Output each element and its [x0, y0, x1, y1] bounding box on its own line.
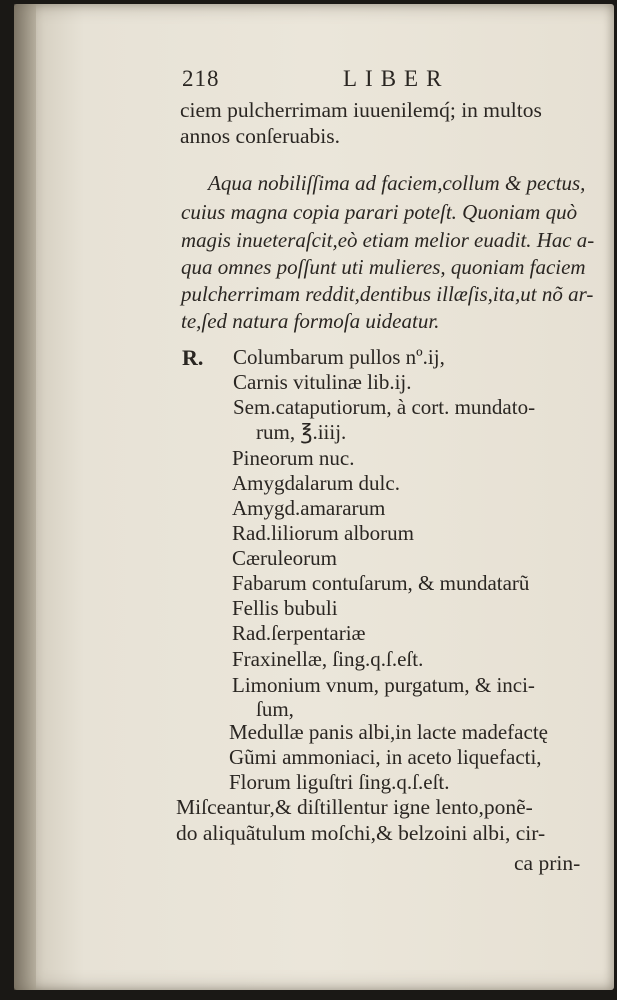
ingredient-line: Carnis vitulinæ lib.ij. [233, 370, 412, 394]
heading-line: qua omnes poſſunt uti mulieres, quoniam faciem [181, 255, 586, 279]
page-gutter-shadow [14, 4, 36, 990]
running-title: LIBER [343, 66, 450, 91]
ingredient-line: Florum liguſtri ſing.q.ſ.eſt. [229, 770, 450, 794]
ingredient-line: Limonium vnum, purgatum, & inci- [232, 673, 535, 697]
ingredient-line: rum, ℥.iiij. [256, 420, 347, 444]
ingredient-line: ſum, [256, 697, 294, 721]
page-number: 218 [182, 66, 220, 91]
heading-line: pulcherrimam reddit,dentibus illæſis,ita,ut nõ ar- [181, 282, 594, 306]
continuation-line: annos conſeruabis. [180, 124, 341, 148]
ingredient-line: Columbarum pullos nº.ij, [233, 345, 445, 369]
ingredient-line: Amygd.amararum [232, 496, 386, 520]
ingredient-line: Fellis bubuli [232, 596, 338, 620]
ingredient-line: Gũmi ammoniaci, in aceto liquefacti, [229, 745, 542, 769]
heading-line: te,ſed natura formoſa uideatur. [181, 309, 440, 333]
ingredient-line: Medullæ panis albi,in lacte madefactę [229, 720, 548, 744]
ingredient-line: Fabarum contuſarum, & mundatarũ [232, 571, 530, 595]
ingredient-line: Amygdalarum dulc. [232, 471, 400, 495]
closing-line: do aliquãtulum moſchi,& belzoini albi, cir- [176, 821, 546, 845]
ingredient-line: Sem.cataputiorum, à cort. mundato- [233, 395, 536, 419]
catchword: ca prin- [514, 851, 581, 875]
heading-line: cuius magna copia parari poteſt. Quoniam quò [181, 200, 578, 224]
heading-line: Aqua nobiliſſima ad faciem,collum & pectus, [208, 171, 586, 195]
recipe-mark: R. [182, 345, 204, 370]
ingredient-line: Rad.ſerpentariæ [232, 621, 366, 645]
closing-line: Miſceantur,& diſtillentur igne lento,ponẽ- [176, 795, 533, 819]
ingredient-line: Pineorum nuc. [232, 446, 355, 470]
heading-line: magis inueteraſcit,eò etiam melior euadit. Hac a- [181, 228, 595, 252]
ingredient-line: Cæruleorum [232, 546, 337, 570]
ingredient-line: Rad.liliorum alborum [232, 521, 414, 545]
continuation-line: ciem pulcherrimam iuuenilemq́; in multos [180, 98, 542, 122]
ingredient-line: Fraxinellæ, ſing.q.ſ.eſt. [232, 647, 424, 671]
